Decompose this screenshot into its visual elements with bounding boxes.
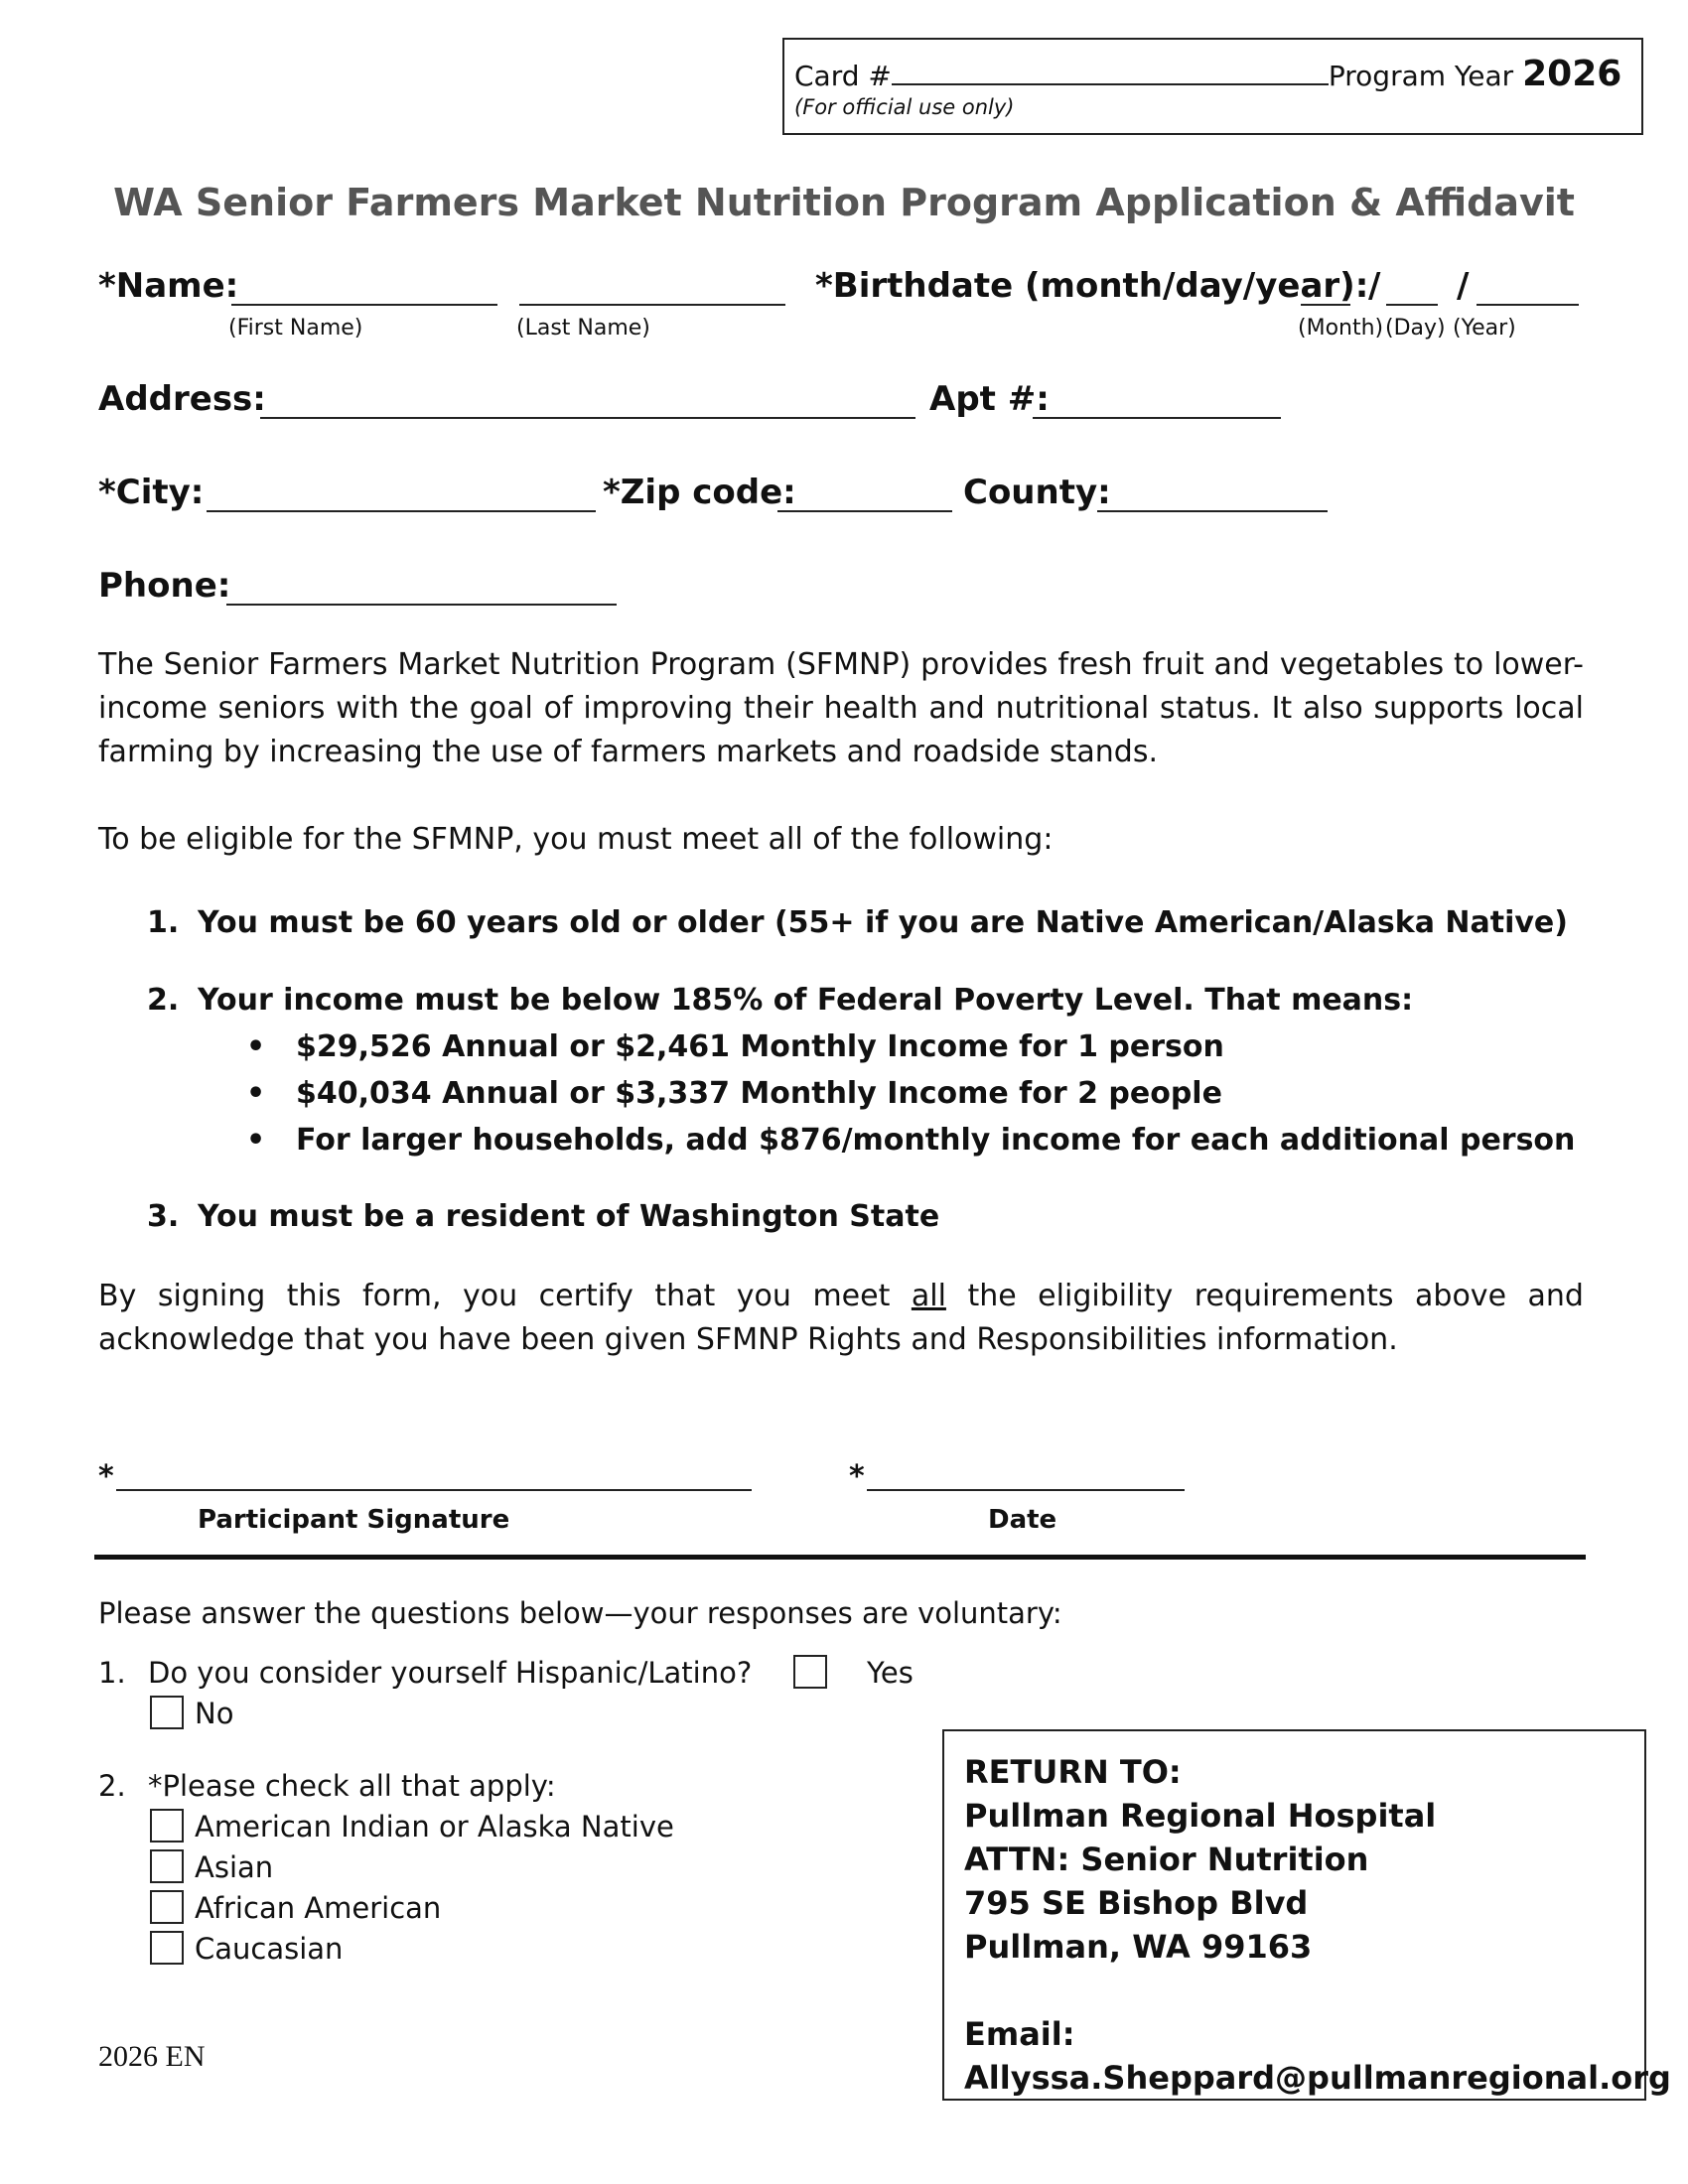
hispanic-yes-checkbox[interactable] [793, 1655, 827, 1689]
first-name-hint: (First Name) [228, 316, 363, 341]
eligibility-intro: To be eligible for the SFMNP, you must meet all of the following: [98, 822, 1054, 857]
hispanic-no-label: No [195, 1697, 234, 1730]
last-name-field[interactable] [519, 304, 785, 306]
phone-label: Phone: [98, 566, 231, 606]
month-hint: (Month) [1298, 316, 1384, 341]
address-field[interactable] [260, 417, 915, 419]
birth-month-field[interactable] [1301, 304, 1350, 306]
address-label: Address: [98, 379, 266, 419]
race-american-indian-checkbox[interactable] [150, 1809, 184, 1843]
official-use-box [782, 38, 1643, 135]
birth-day-field[interactable] [1386, 304, 1438, 306]
section-divider [94, 1555, 1586, 1560]
race-caucasian-checkbox[interactable] [150, 1931, 184, 1965]
card-number-label: Card # [794, 60, 892, 92]
program-year-label: Program Year [1328, 60, 1514, 92]
email-address[interactable]: Allyssa.Sheppard@pullmanregional.org [964, 2059, 1671, 2097]
question-1-number: 1. [98, 1656, 126, 1690]
signature-asterisk: * [98, 1459, 114, 1494]
birthdate-slash-2: / [1457, 266, 1470, 306]
certify-emphasis: all [911, 1279, 946, 1313]
first-name-field[interactable] [231, 304, 497, 306]
program-description: The Senior Farmers Market Nutrition Program (SFMNP) provides fresh fruit and vegetables to lower-income seniors with the goal of improving their health and nutritional status. It also supports local farming by increasing the use of farmers markets and roadside stands. [98, 647, 1584, 769]
return-to-heading: RETURN TO: [964, 1753, 1182, 1791]
certify-text-after: the eligibility requirements above and acknowledge that you have been given SFMNP Rights and Responsibilities information. [98, 1279, 1584, 1357]
income-bullet-3: For larger households, add $876/monthly income for each additional person [296, 1123, 1576, 1158]
race-option-label: American Indian or Alaska Native [195, 1810, 674, 1843]
county-field[interactable] [1097, 510, 1328, 512]
requirement-2-number: 2. [147, 983, 180, 1018]
day-hint: (Day) [1385, 316, 1446, 341]
requirement-1-number: 1. [147, 905, 180, 940]
bullet-dot: • [246, 1076, 266, 1111]
race-african-american-checkbox[interactable] [150, 1890, 184, 1924]
year-hint: (Year) [1453, 316, 1516, 341]
participant-signature-field[interactable] [116, 1489, 752, 1491]
question-2-text: *Please check all that apply: [148, 1769, 556, 1803]
income-bullet-2: $40,034 Annual or $3,337 Monthly Income for 2 people [296, 1076, 1222, 1111]
bullet-dot: • [246, 1123, 266, 1158]
last-name-hint: (Last Name) [516, 316, 650, 341]
return-organization: Pullman Regional Hospital [964, 1797, 1437, 1835]
participant-signature-label: Participant Signature [198, 1505, 510, 1535]
return-city-state-zip: Pullman, WA 99163 [964, 1928, 1313, 1966]
email-label: Email: [964, 2015, 1075, 2053]
signature-date-field[interactable] [867, 1489, 1185, 1491]
name-label: *Name: [98, 266, 239, 306]
birthdate-slash-1: / [1368, 266, 1381, 306]
question-2-number: 2. [98, 1769, 126, 1803]
city-label: *City: [98, 473, 205, 512]
city-field[interactable] [207, 510, 596, 512]
voluntary-intro: Please answer the questions below—your responses are voluntary: [98, 1596, 1062, 1630]
card-number-line [794, 54, 1621, 94]
race-asian-checkbox[interactable] [150, 1849, 184, 1883]
date-asterisk: * [849, 1459, 865, 1494]
card-number-blank[interactable] [892, 60, 1329, 85]
date-label: Date [988, 1505, 1057, 1535]
form-title: WA Senior Farmers Market Nutrition Program Application & Affidavit [113, 181, 1575, 224]
return-attention: ATTN: Senior Nutrition [964, 1841, 1369, 1878]
apt-label: Apt #: [929, 379, 1050, 419]
phone-field[interactable] [226, 604, 617, 606]
county-label: County: [963, 473, 1111, 512]
birthdate-label: *Birthdate (month/day/year): [815, 266, 1369, 306]
certification-statement [98, 1275, 1584, 1362]
form-version-footer: 2026 EN [98, 2040, 206, 2073]
certify-text-before: By signing this form, you certify that you meet [98, 1279, 912, 1313]
return-street: 795 SE Bishop Blvd [964, 1884, 1309, 1922]
official-use-note: (For official use only) [794, 95, 1015, 119]
zip-label: *Zip code: [603, 473, 796, 512]
program-year-value: 2026 [1522, 54, 1622, 94]
hispanic-yes-label: Yes [867, 1656, 914, 1690]
hispanic-no-checkbox[interactable] [150, 1696, 184, 1729]
race-option-label: Caucasian [195, 1932, 344, 1966]
question-1-text: Do you consider yourself Hispanic/Latino? [148, 1656, 753, 1690]
requirement-2-text: Your income must be below 185% of Federal Poverty Level. That means: [198, 983, 1414, 1018]
apt-field[interactable] [1033, 417, 1281, 419]
race-option-label: Asian [195, 1850, 274, 1884]
race-option-label: African American [195, 1891, 442, 1925]
requirement-1-text: You must be 60 years old or older (55+ if you are Native American/Alaska Native) [198, 905, 1568, 940]
bullet-dot: • [246, 1029, 266, 1064]
requirement-3-number: 3. [147, 1199, 180, 1234]
return-address-box [942, 1729, 1671, 2101]
requirement-3-text: You must be a resident of Washington State [198, 1199, 940, 1234]
birth-year-field[interactable] [1477, 304, 1579, 306]
zip-field[interactable] [777, 510, 952, 512]
income-bullet-1: $29,526 Annual or $2,461 Monthly Income for 1 person [296, 1029, 1224, 1064]
